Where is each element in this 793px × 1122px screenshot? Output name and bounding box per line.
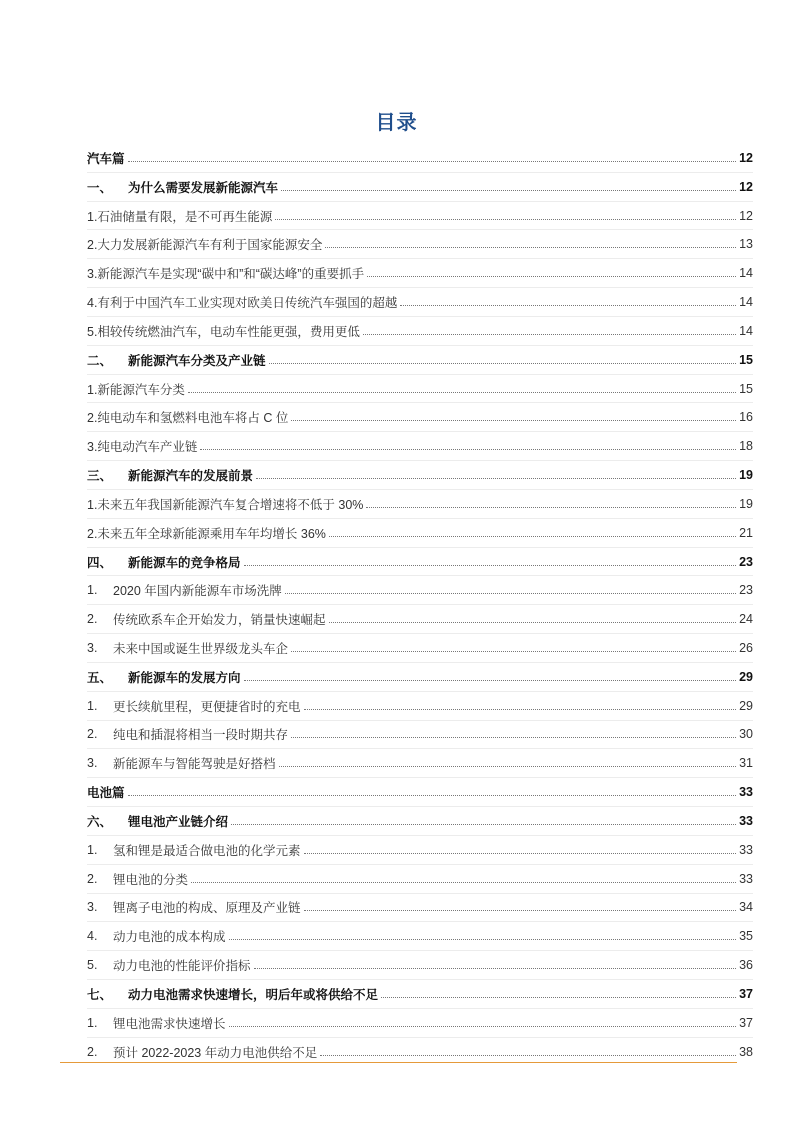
toc-entry-label: 传统欧系车企开始发力，销量快速崛起 bbox=[113, 613, 326, 628]
toc-entry-number: 2. bbox=[87, 1045, 98, 1060]
toc-entry-number: 一、 bbox=[87, 180, 113, 195]
toc-entry-label: 氢和锂是最适合做电池的化学元素 bbox=[113, 843, 301, 858]
toc-section-heading[interactable] bbox=[87, 461, 753, 490]
toc-entry-page: 18 bbox=[739, 439, 753, 454]
dot-leader bbox=[381, 997, 736, 998]
toc-entry-label: 2.大力发展新能源汽车有利于国家能源安全 bbox=[87, 238, 323, 253]
toc-entry-page: 16 bbox=[739, 410, 753, 425]
toc-entry-page: 26 bbox=[739, 640, 753, 655]
toc-entry-page: 14 bbox=[739, 323, 753, 338]
dot-leader bbox=[325, 247, 736, 248]
dot-leader bbox=[254, 968, 737, 969]
toc-entry[interactable] bbox=[87, 749, 753, 778]
dot-leader bbox=[229, 939, 737, 940]
toc-entry-label: 汽车篇 bbox=[87, 151, 125, 166]
dot-leader bbox=[366, 507, 736, 508]
dot-leader bbox=[367, 276, 736, 277]
toc-entry-label: 动力电池的性能评价指标 bbox=[113, 959, 251, 974]
dot-leader bbox=[329, 536, 736, 537]
toc-entry-page: 14 bbox=[739, 295, 753, 310]
toc-section-heading[interactable] bbox=[87, 173, 753, 202]
toc-entry-number: 二、 bbox=[87, 353, 113, 368]
toc-entry-label: 动力电池需求快速增长，明后年或将供给不足 bbox=[128, 987, 379, 1002]
toc-entry-label: 4.有利于中国汽车工业实现对欧美日传统汽车强国的超越 bbox=[87, 296, 398, 311]
toc-part-heading[interactable] bbox=[87, 144, 753, 173]
dot-leader bbox=[291, 651, 736, 652]
toc-entry[interactable] bbox=[87, 375, 753, 404]
toc-entry[interactable] bbox=[87, 692, 753, 721]
toc-entry-page: 29 bbox=[739, 698, 753, 713]
toc-entry-number: 3. bbox=[87, 640, 98, 655]
dot-leader bbox=[304, 910, 737, 911]
dot-leader bbox=[291, 420, 736, 421]
toc-entry-page: 15 bbox=[739, 352, 753, 367]
toc-entry-number: 3. bbox=[87, 756, 98, 771]
toc-entry-label: 纯电和插混将相当一段时期共存 bbox=[113, 728, 289, 743]
toc-entry-page: 19 bbox=[739, 468, 753, 483]
toc-section-heading[interactable] bbox=[87, 807, 753, 836]
toc-entry-page: 21 bbox=[739, 525, 753, 540]
toc-entry-label: 2020 年国内新能源车市场洗牌 bbox=[113, 584, 282, 599]
toc-entry-label: 更长续航里程，更便捷省时的充电 bbox=[113, 699, 301, 714]
dot-leader bbox=[191, 882, 736, 883]
toc-entry-page: 15 bbox=[739, 381, 753, 396]
toc-part-heading[interactable] bbox=[87, 778, 753, 807]
toc-entry[interactable] bbox=[87, 490, 753, 519]
toc-entry-label: 动力电池的成本构成 bbox=[113, 930, 226, 945]
page-title: 目录 bbox=[375, 112, 418, 134]
toc-entry[interactable] bbox=[87, 202, 753, 231]
toc-entry-page: 12 bbox=[739, 179, 753, 194]
dot-leader bbox=[200, 449, 736, 450]
toc-entry-label: 2.纯电动车和氢燃料电池车将占 C 位 bbox=[87, 411, 289, 426]
dot-leader bbox=[320, 1055, 736, 1056]
toc-entry-label: 新能源汽车的发展前景 bbox=[128, 469, 254, 484]
toc-entry-number: 六、 bbox=[87, 814, 113, 829]
toc-entry-number: 1. bbox=[87, 1015, 98, 1030]
toc-entry[interactable] bbox=[87, 432, 753, 461]
dot-leader bbox=[128, 795, 737, 796]
dot-leader bbox=[269, 363, 737, 364]
toc-entry-number: 2. bbox=[87, 612, 98, 627]
dot-leader bbox=[231, 824, 736, 825]
toc-entry[interactable] bbox=[87, 576, 753, 605]
dot-leader bbox=[244, 565, 737, 566]
toc-entry-label: 锂电池需求快速增长 bbox=[113, 1016, 226, 1031]
dot-leader bbox=[244, 680, 737, 681]
dot-leader bbox=[256, 478, 736, 479]
toc-entry-label: 为什么需要发展新能源汽车 bbox=[128, 180, 279, 195]
toc-entry[interactable] bbox=[87, 1009, 753, 1038]
toc-entry-page: 29 bbox=[739, 669, 753, 684]
toc-entry-page: 33 bbox=[739, 785, 753, 800]
dot-leader bbox=[285, 593, 736, 594]
toc-entry-label: 1.新能源汽车分类 bbox=[87, 382, 185, 397]
toc-entry[interactable] bbox=[87, 922, 753, 951]
toc-entry-label: 新能源车的发展方向 bbox=[128, 670, 241, 685]
toc-entry[interactable] bbox=[87, 951, 753, 980]
toc-entry-page: 37 bbox=[739, 986, 753, 1001]
table-of-contents bbox=[87, 144, 753, 1067]
dot-leader bbox=[128, 161, 737, 162]
toc-entry-page: 31 bbox=[739, 756, 753, 771]
toc-section-heading[interactable] bbox=[87, 346, 753, 375]
toc-entry[interactable] bbox=[87, 288, 753, 317]
toc-entry[interactable] bbox=[87, 836, 753, 865]
toc-entry-number: 2. bbox=[87, 727, 98, 742]
toc-entry-label: 2.未来五年全球新能源乘用车年均增长 36% bbox=[87, 526, 326, 541]
toc-entry-page: 36 bbox=[739, 958, 753, 973]
toc-entry-label: 新能源车的竞争格局 bbox=[128, 555, 241, 570]
toc-entry-label: 新能源车与智能驾驶是好搭档 bbox=[113, 757, 276, 772]
toc-entry-page: 14 bbox=[739, 266, 753, 281]
toc-entry-number: 四、 bbox=[87, 555, 113, 570]
toc-entry-number: 2. bbox=[87, 871, 98, 886]
toc-entry-page: 35 bbox=[739, 929, 753, 944]
toc-entry[interactable] bbox=[87, 634, 753, 663]
dot-leader bbox=[304, 709, 737, 710]
toc-entry-label: 锂电池的分类 bbox=[113, 872, 189, 887]
toc-entry-page: 30 bbox=[739, 727, 753, 742]
toc-entry[interactable] bbox=[87, 230, 753, 259]
dot-leader bbox=[229, 1026, 737, 1027]
toc-entry-page: 24 bbox=[739, 612, 753, 627]
toc-entry[interactable] bbox=[87, 605, 753, 634]
toc-entry[interactable] bbox=[87, 865, 753, 894]
toc-section-heading[interactable] bbox=[87, 548, 753, 577]
toc-entry-number: 5. bbox=[87, 958, 98, 973]
toc-entry-label: 锂电池产业链介绍 bbox=[128, 814, 229, 829]
toc-entry[interactable] bbox=[87, 894, 753, 923]
dot-leader bbox=[279, 766, 737, 767]
dot-leader bbox=[291, 737, 736, 738]
toc-entry-page: 13 bbox=[739, 237, 753, 252]
toc-entry-label: 1.未来五年我国新能源汽车复合增速将不低于 30% bbox=[87, 497, 364, 512]
toc-entry-number: 3. bbox=[87, 900, 98, 915]
toc-entry-label: 1.石油储量有限，是不可再生能源 bbox=[87, 209, 273, 224]
toc-entry-page: 23 bbox=[739, 554, 753, 569]
toc-entry-page: 23 bbox=[739, 583, 753, 598]
toc-entry-label: 电池篇 bbox=[87, 786, 125, 801]
toc-entry-number: 1. bbox=[87, 842, 98, 857]
toc-entry-number: 三、 bbox=[87, 469, 113, 484]
toc-entry-page: 19 bbox=[739, 496, 753, 511]
dot-leader bbox=[304, 853, 737, 854]
toc-entry-label: 3.新能源汽车是实现“碳中和”和“碳达峰”的重要抓手 bbox=[87, 267, 365, 282]
toc-entry-page: 33 bbox=[739, 813, 753, 828]
toc-entry-label: 5.相较传统燃油汽车，电动车性能更强，费用更低 bbox=[87, 324, 360, 339]
toc-entry[interactable] bbox=[87, 519, 753, 548]
toc-section-heading[interactable] bbox=[87, 663, 753, 692]
toc-entry-number: 1. bbox=[87, 698, 98, 713]
toc-entry[interactable] bbox=[87, 721, 753, 750]
toc-entry-number: 4. bbox=[87, 929, 98, 944]
toc-entry-number: 七、 bbox=[87, 987, 113, 1002]
toc-entry-page: 12 bbox=[739, 208, 753, 223]
toc-entry-page: 33 bbox=[739, 842, 753, 857]
dot-leader bbox=[400, 305, 736, 306]
toc-entry-page: 12 bbox=[739, 150, 753, 165]
dot-leader bbox=[188, 392, 736, 393]
toc-entry[interactable] bbox=[87, 259, 753, 288]
toc-entry[interactable] bbox=[87, 317, 753, 346]
toc-entry-label: 3.纯电动汽车产业链 bbox=[87, 440, 198, 455]
toc-entry-page: 37 bbox=[739, 1015, 753, 1030]
toc-entry[interactable] bbox=[87, 403, 753, 432]
dot-leader bbox=[363, 334, 736, 335]
toc-section-heading[interactable] bbox=[87, 980, 753, 1009]
toc-entry-page: 33 bbox=[739, 871, 753, 886]
toc-entry-page: 38 bbox=[739, 1045, 753, 1060]
dot-leader bbox=[281, 190, 736, 191]
dot-leader bbox=[275, 219, 736, 220]
footer-rule bbox=[60, 1062, 737, 1063]
toc-entry-label: 锂离子电池的构成、原理及产业链 bbox=[113, 901, 301, 916]
dot-leader bbox=[329, 622, 737, 623]
toc-entry-number: 1. bbox=[87, 583, 98, 598]
toc-entry-page: 34 bbox=[739, 900, 753, 915]
toc-entry-label: 新能源汽车分类及产业链 bbox=[128, 353, 266, 368]
toc-entry-label: 预计 2022-2023 年动力电池供给不足 bbox=[113, 1046, 318, 1061]
toc-entry-number: 五、 bbox=[87, 670, 113, 685]
toc-entry-label: 未来中国或诞生世界级龙头车企 bbox=[113, 641, 289, 656]
